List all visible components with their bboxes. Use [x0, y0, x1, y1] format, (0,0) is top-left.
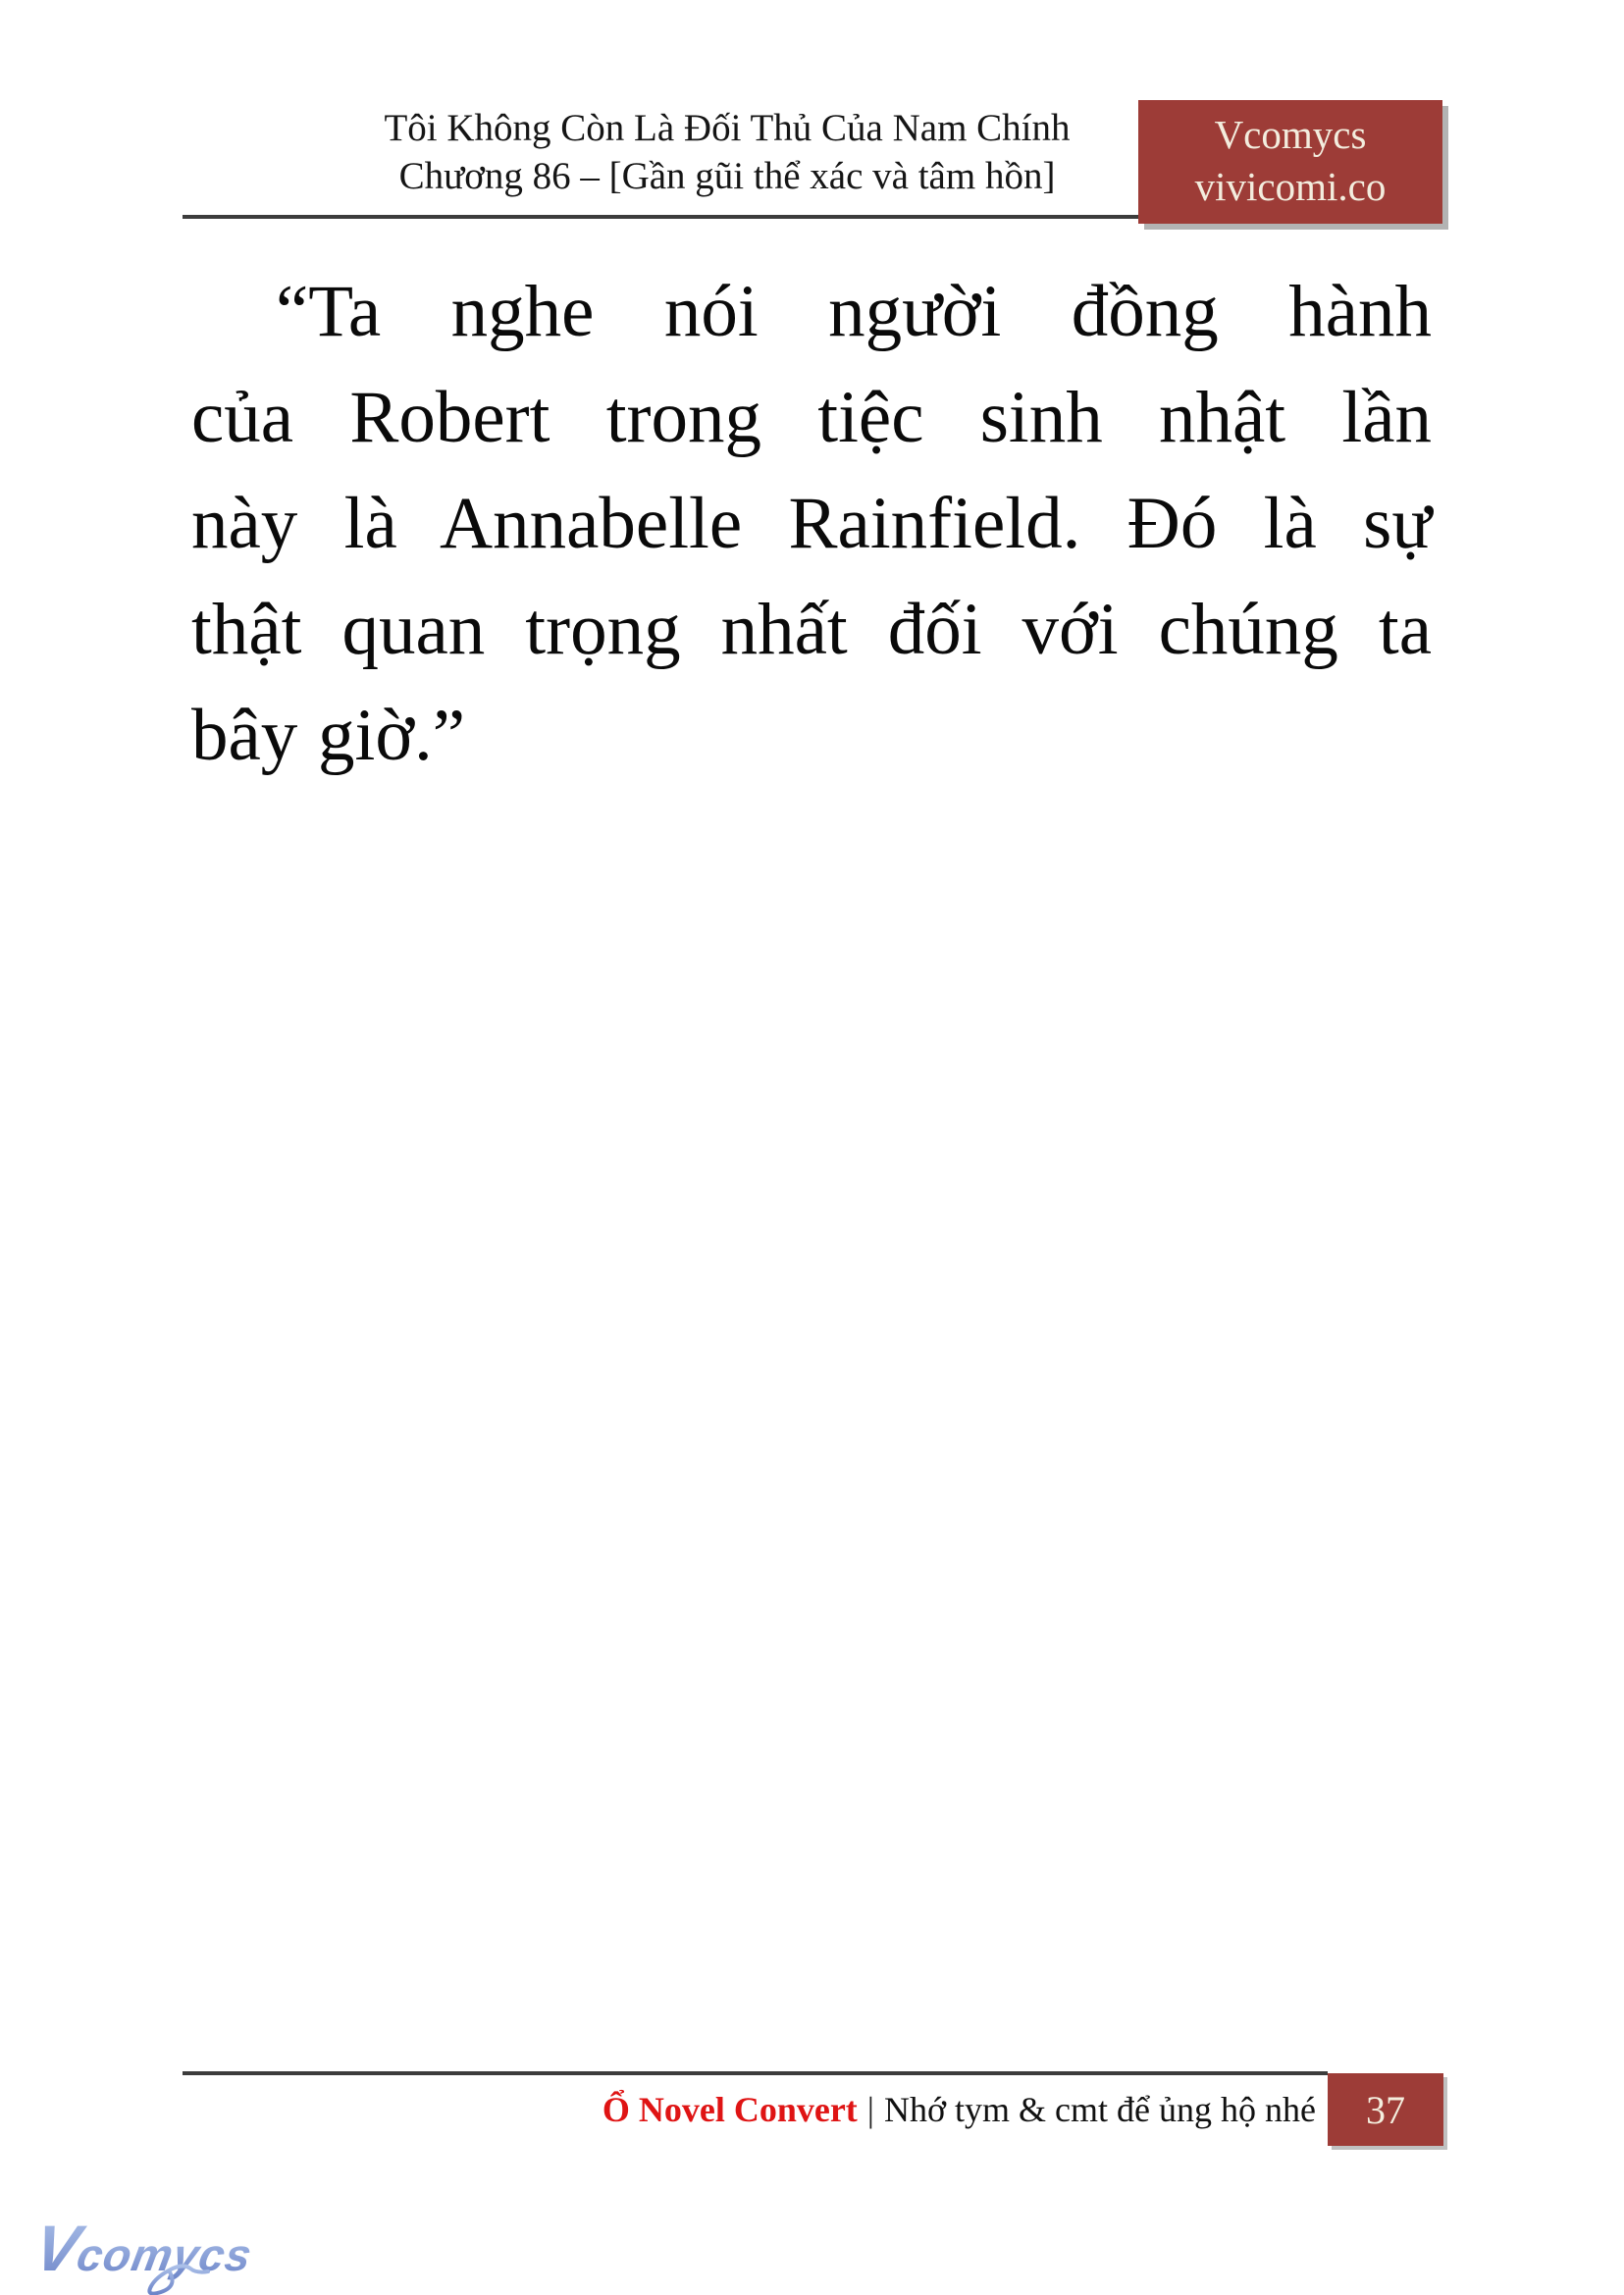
header-title-line1: Tôi Không Còn Là Đối Thủ Của Nam Chính	[384, 107, 1071, 149]
page-number: 37	[1366, 2087, 1405, 2132]
footer-credit	[602, 2088, 1316, 2132]
body-paragraph	[191, 259, 1432, 789]
body-line: “Ta nghe nói người đồng hành	[276, 271, 1432, 352]
vcomycs-watermark-logo	[22, 2206, 267, 2295]
page-number-badge	[1328, 2073, 1443, 2146]
header-title	[182, 104, 1273, 200]
body-line: bây giờ.”	[191, 695, 466, 776]
watermark-initial: V	[28, 2213, 85, 2285]
watermark-rest: comycs	[73, 2229, 257, 2280]
footer-divider	[183, 2071, 1328, 2075]
body-line: thật quan trọng nhất đối với chúng ta	[191, 589, 1432, 670]
publisher-badge-site: vivicomi.co	[1194, 164, 1387, 209]
footer-separator: |	[866, 2090, 875, 2129]
footer-brand: Ổ Novel Convert	[602, 2090, 858, 2129]
body-line: này là Annabelle Rainfield. Đó là sự	[191, 483, 1432, 564]
body-line: của Robert trong tiệc sinh nhật lần	[191, 377, 1432, 458]
header-divider	[183, 215, 1138, 219]
vcomycs-logo-icon	[22, 2206, 267, 2295]
header-title-line2: Chương 86 – [Gần gũi thể xác và tâm hồn]	[398, 155, 1056, 197]
publisher-badge	[1138, 100, 1442, 224]
publisher-badge-name: Vcomycs	[1214, 112, 1367, 157]
footer-message: Nhớ tym & cmt để ủng hộ nhé	[884, 2090, 1316, 2129]
